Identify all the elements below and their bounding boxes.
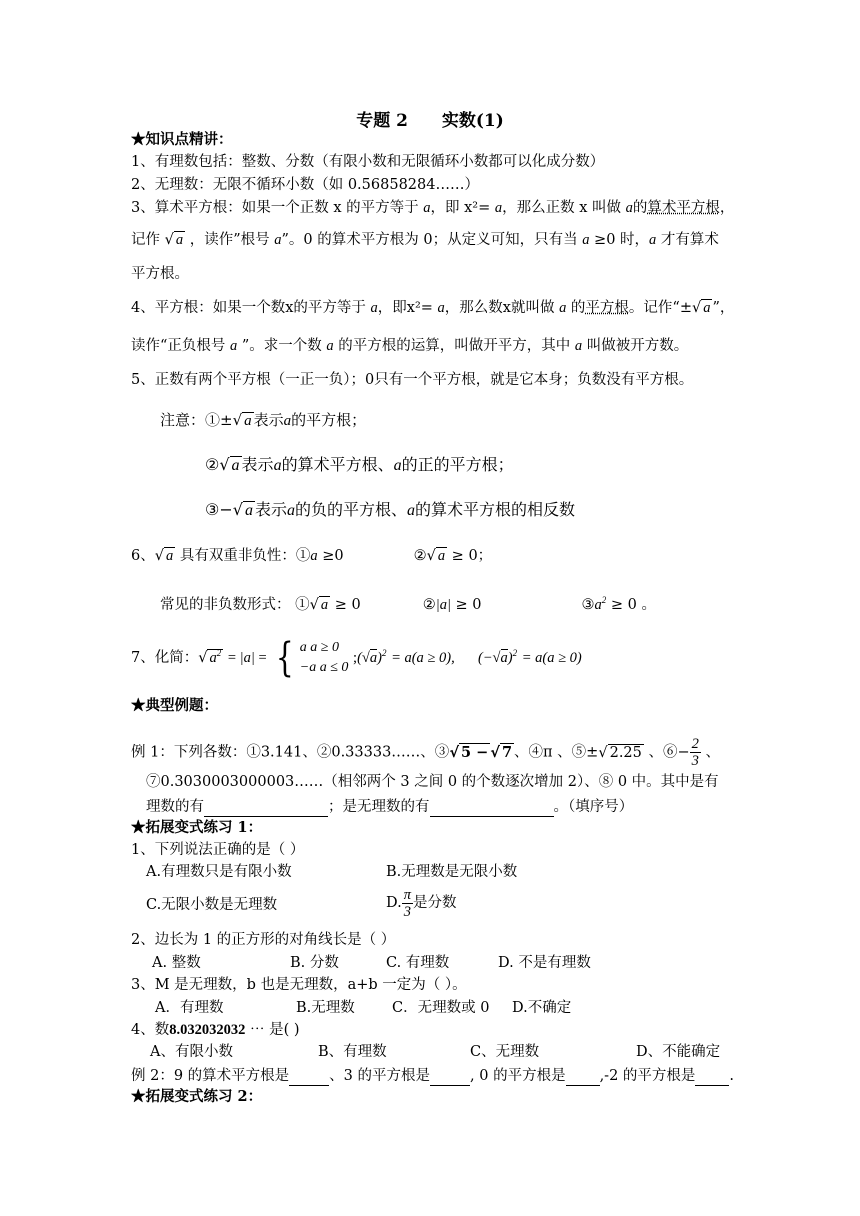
nonneg-forms: 常见的非负数形式： ①√ a ≥ 0 ②|a| ≥ 0 $③a^2 \ge 0$ 。 xyxy=(160,595,656,613)
q4-option-a: A、有限小数 xyxy=(150,1044,233,1060)
q1-option-b: B.无理数是无限小数 xyxy=(386,864,518,880)
sqrt-a: √ a xyxy=(309,596,329,613)
term-arithmetic-root: 算术平方根 xyxy=(647,200,720,216)
q4-option-c: C、无理数 xyxy=(470,1044,540,1060)
q2-option-a: A. 整数 xyxy=(152,955,201,971)
neg-sqrt-a-power: $(-√a)^2$ xyxy=(477,648,518,666)
q1-option-c: C.无限小数是无理数 xyxy=(146,897,278,913)
q4-option-b: B、有理数 xyxy=(318,1044,387,1060)
q2-option-b: B. 分数 xyxy=(290,955,339,971)
q3-option-b: B.无理数 xyxy=(296,1000,355,1016)
q4-option-d: D、不能确定 xyxy=(636,1044,721,1060)
title-subject: 实数(1) xyxy=(441,111,504,131)
sqrt-5: √ 5 − xyxy=(449,743,489,761)
sqrt-a: √ a xyxy=(232,500,253,519)
abs-a: |a| xyxy=(435,596,451,613)
note-1: 注意：①±√ a 表示a的平方根； xyxy=(160,411,367,429)
section-heading-practice-2: ★拓展变式练习 2： xyxy=(131,1088,263,1105)
section-heading-knowledge: ★知识点精讲： xyxy=(131,131,233,148)
q2-option-c: C. 有理数 xyxy=(386,955,450,971)
brace-icon: { xyxy=(276,634,294,681)
sqrt-a: √ a xyxy=(691,300,711,316)
q3-option-a: A．有理数 xyxy=(155,1000,224,1016)
note-2: ②√ a 表示a的算术平方根、a的正的平方根； xyxy=(205,455,514,474)
q2-option-d: D. 不是有理数 xyxy=(498,955,591,971)
answer-blank-irrational[interactable] xyxy=(430,796,554,817)
note-3: ③−√ a 表示a的负的平方根、a的算术平方根的相反数 xyxy=(205,500,575,519)
sqrt-2-25: √ 2.25 xyxy=(598,744,642,761)
q1-option-a: A.有理数只是有限小数 xyxy=(146,864,292,880)
sqrt-a: √ a xyxy=(154,548,174,564)
answer-blank-4[interactable] xyxy=(695,1065,729,1086)
fraction-pi-over-3: $\frac{\pi}{3}$ xyxy=(403,886,411,920)
example-2: 例 2：9 的算术平方根是 、3 的平方根是 , 0 的平方根是 ,-2 的平方根是 . xyxy=(131,1065,734,1086)
term-square-root: 平方根 xyxy=(585,300,629,316)
sqrt-a: √ a xyxy=(232,411,252,429)
example-1-cont: ⑦0.3030003000003……（相邻两个 3 之间 0 的个数逐次增加 2）、⑧ 0 中。其中是有 xyxy=(146,774,719,790)
section-heading-examples: ★典型例题： xyxy=(131,697,218,714)
page-title xyxy=(0,106,860,131)
question-3: 3、M 是无理数，b 也是无理数，a+b 一定为（ ）。 xyxy=(131,977,467,993)
sqrt-a-power: $(√a)^2$ xyxy=(357,648,387,666)
answer-blank-rational[interactable] xyxy=(204,796,328,817)
sqrt-a-squared: √ $a^2$ xyxy=(198,648,222,666)
section-heading-practice-1: ★拓展变式练习 1： xyxy=(131,819,263,836)
point-2: 2、无理数：无限不循环小数（如 0.56858284……） xyxy=(131,177,479,193)
point-3-cont: 记作 √ a ，读作”根号 a”。0 的算术平方根为 0；从定义可知，只有当 a ≥0 时，a 才有算术 xyxy=(131,232,719,248)
answer-blank-3[interactable] xyxy=(566,1065,600,1086)
q3-option-d: D.不确定 xyxy=(512,1000,572,1016)
question-2: 2、边长为 1 的正方形的对角线长是（ ） xyxy=(131,932,396,948)
fraction-two-thirds: $\frac{2}{3}$ xyxy=(691,736,699,769)
sqrt-a: √ a xyxy=(219,455,240,474)
q3-option-c: C．无理数或 0 xyxy=(392,1000,490,1016)
point-7: 7、化简：√ $a^2 = |a|$ = { a a ≥ 0 −a a ≤ 0 $;(√a)^2 = a(a \ge 0)$, $(-√a)^2 = a(a \ge 0)$ xyxy=(131,632,582,679)
point-1: 1、有理数包括：整数、分数（有限小数和无限循环小数都可以化成分数） xyxy=(131,154,605,170)
answer-blank-1[interactable] xyxy=(289,1065,329,1086)
point-4: 4、平方根：如果一个数x的平方等于 a，即x²= a，那么数x就叫做 a 的平方根。记作“±√ a ”， xyxy=(131,300,735,316)
piecewise-cases: a a ≥ 0 −a a ≤ 0 xyxy=(299,639,349,675)
abs-a: |a| xyxy=(239,649,255,666)
sqrt-a: √ a xyxy=(164,232,184,248)
example-1: 例 1：下列各数：①3.141、②0.33333……、③√ 5 −√ 7 、④π 、⑤±√ 2.25 、⑥− $\frac{2}{3}$ 、 xyxy=(131,736,721,769)
point-5: 5、正数有两个平方根（一正一负）；0只有一个平方根，就是它本身；负数没有平方根。 xyxy=(131,372,694,388)
sqrt-a: √ a xyxy=(426,548,446,564)
point-3: 3、算术平方根：如果一个正数 x 的平方等于 a，即 x²= a，那么正数 x 叫做 a的算术平方根， xyxy=(131,200,735,216)
point-4-cont: 读作“正负根号 a ”。求一个数 a 的平方根的运算，叫做开平方，其中 a 叫做被开方数。 xyxy=(131,338,689,354)
q1-option-d: D. $\frac{\pi}{3}$ 是分数 xyxy=(386,886,457,920)
question-1: 1、下列说法正确的是（ ） xyxy=(131,842,305,858)
a-squared: $a^2$ xyxy=(594,595,607,613)
sqrt-7: √ 7 xyxy=(490,743,513,761)
point-6: 6、√ a 具有双重非负性：①a ≥0 ②√ a ≥ 0； xyxy=(131,548,493,564)
answer-blank-2[interactable] xyxy=(430,1065,470,1086)
point-3-end: 平方根。 xyxy=(131,266,189,282)
repeating-decimal: 8.032032032 xyxy=(169,1022,246,1038)
example-1-blanks: 理数的有 ；是无理数的有 。（填序号） xyxy=(146,796,633,817)
title-topic: 专题 2 xyxy=(356,111,408,131)
question-4: 4、数8.032032032 ⋯ 是( ) xyxy=(131,1022,300,1038)
